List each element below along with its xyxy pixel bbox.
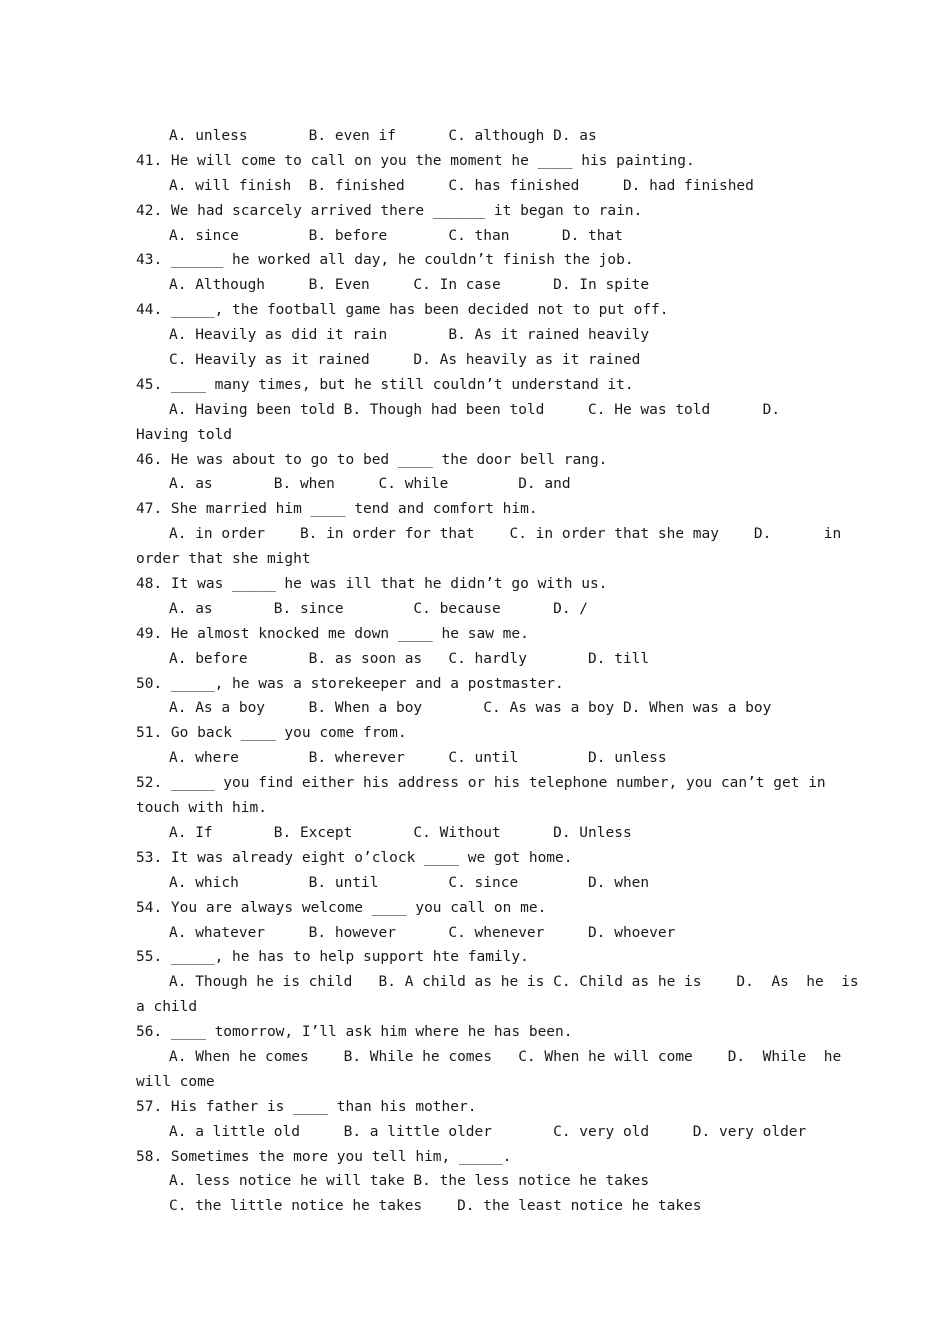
- answer-options-line: A. a little old B. a little older C. very old D. very older: [169, 1123, 807, 1140]
- answer-options-line: A. As a boy B. When a boy C. As was a boy D. When was a boy: [169, 700, 772, 717]
- question-line: 47. She married him ____ tend and comfort him.: [136, 501, 538, 518]
- question-line: 44. _____, the football game has been decided not to put off.: [136, 302, 669, 319]
- question-line: 46. He was about to go to bed ____ the door bell rang.: [136, 451, 608, 468]
- answer-options-line: A. Having been told B. Though had been told C. He was told D.: [169, 401, 781, 418]
- question-line: 57. His father is ____ than his mother.: [136, 1098, 477, 1115]
- question-line: 54. You are always welcome ____ you call on me.: [136, 899, 547, 916]
- question-line: order that she might: [136, 551, 311, 568]
- question-line: 55. _____, he has to help support hte family.: [136, 949, 529, 966]
- answer-options-line: A. which B. until C. since D. when: [169, 874, 650, 891]
- question-line: will come: [136, 1073, 215, 1090]
- answer-options-line: A. Heavily as did it rain B. As it rained heavily: [169, 327, 650, 344]
- answer-options-line: A. If B. Except C. Without D. Unless: [169, 824, 632, 841]
- question-line: 51. Go back ____ you come from.: [136, 725, 407, 742]
- question-line: 49. He almost knocked me down ____ he saw me.: [136, 625, 529, 642]
- answer-options-line: A. before B. as soon as C. hardly D. till: [169, 650, 650, 667]
- answer-options-line: C. Heavily as it rained D. As heavily as it rained: [169, 352, 641, 369]
- answer-options-line: A. as B. since C. because D. /: [169, 600, 589, 617]
- question-line: 42. We had scarcely arrived there ______ it began to rain.: [136, 202, 643, 219]
- question-line: 41. He will come to call on you the moment he ____ his painting.: [136, 152, 695, 169]
- answer-options-line: A. Though he is child B. A child as he is C. Child as he is D. As he is: [169, 974, 859, 991]
- question-line: 53. It was already eight o’clock ____ we got home.: [136, 849, 573, 866]
- answer-options-line: A. When he comes B. While he comes C. When he will come D. While he: [169, 1048, 842, 1065]
- question-line: 50. _____, he was a storekeeper and a postmaster.: [136, 675, 564, 692]
- answer-options-line: A. less notice he will take B. the less notice he takes: [169, 1173, 650, 1190]
- answer-options-line: A. where B. wherever C. until D. unless: [169, 750, 667, 767]
- answer-options-line: A. as B. when C. while D. and: [169, 476, 571, 493]
- question-line: touch with him.: [136, 800, 267, 817]
- exam-page: [136, 124, 859, 1219]
- answer-options-line: A. unless B. even if C. although D. as: [169, 128, 597, 144]
- answer-options-line: A. Although B. Even C. In case D. In spite: [169, 277, 650, 294]
- question-line: 43. ______ he worked all day, he couldn’t finish the job.: [136, 252, 634, 269]
- question-line: a child: [136, 999, 198, 1016]
- answer-options-line: A. whatever B. however C. whenever D. whoever: [169, 924, 676, 941]
- answer-options-line: A. since B. before C. than D. that: [169, 227, 623, 244]
- question-line: Having told: [136, 426, 233, 443]
- answer-options-line: A. in order B. in order for that C. in order that she may D. in: [169, 526, 842, 543]
- question-line: 45. ____ many times, but he still couldn’t understand it.: [136, 376, 634, 393]
- question-line: 48. It was _____ he was ill that he didn’t go with us.: [136, 576, 608, 593]
- answer-options-line: A. will finish B. finished C. has finished D. had finished: [169, 177, 754, 194]
- question-line: 52. _____ you find either his address or his telephone number, you can’t get in: [136, 775, 826, 792]
- question-line: 56. ____ tomorrow, I’ll ask him where he has been.: [136, 1024, 573, 1041]
- question-line: 58. Sometimes the more you tell him, _____.: [136, 1148, 512, 1165]
- answer-options-line: C. the little notice he takes D. the least notice he takes: [169, 1198, 702, 1215]
